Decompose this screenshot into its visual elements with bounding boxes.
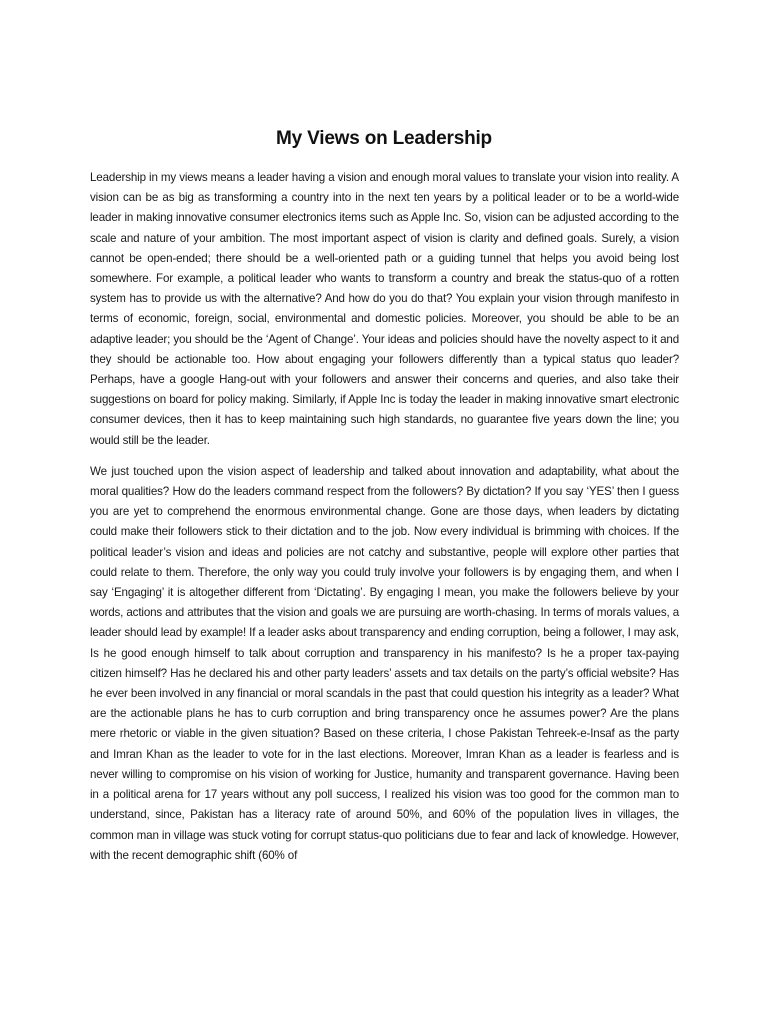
document-body: [90, 168, 679, 877]
document-title: My Views on Leadership: [276, 128, 492, 149]
paragraph-2: We just touched upon the vision aspect of leadership and talked about innovation and adaptability, what about the moral qualities? How do the leaders command respect from the followers? By dictation? If you say ‘YES’ then I guess you are yet to comprehend the enormous environmental change. Gone are those days, when leaders by dictating could make their followers stick to their dictation and to the job. Now every individual is brimming with choices. If the political leader’s vision and ideas and policies are not catchy and substantive, people will explore other parties that could relate to them. Therefore, the only way you could truly involve your followers is by engaging them, and when I say ‘Engaging’ it is altogether different from ‘Dictating’. By engaging I mean, you make the followers believe by your words, actions and attributes that the vision and goals we are pursuing are worth-chasing. In terms of morals values, a leader should lead by example! If a leader asks about transparency and ending corruption, being a follower, I may ask, Is he good enough himself to talk about corruption and transparency in his manifesto? Is he a proper tax-paying citizen himself? Has he declared his and other party leaders’ assets and tax details on the party’s official website? Has he ever been involved in any financial or moral scandals in the past that could question his integrity as a leader? What are the actionable plans he has to curb corruption and bring transparency once he assumes power? Are the plans mere rhetoric or viable in the given situation? Based on these criteria, I chose Pakistan Tehreek-e-Insaf as the party and Imran Khan as the leader to vote for in the last elections. Moreover, Imran Khan as a leader is fearless and is never willing to compromise on his vision of working for Justice, humanity and transparent governance. Having been in a political arena for 17 years without any poll success, I realized his vision was too good for the common man to understand, since, Pakistan has a literacy rate of around 50%, and 60% of the population lives in villages, the common man in village was stuck voting for corrupt status-quo politicians due to fear and lack of knowledge. However, with the recent demographic shift (60% of: [90, 464, 679, 862]
paragraph-1: Leadership in my views means a leader having a vision and enough moral values to translate your vision into reality. A vision can be as big as transforming a country into in the next ten years by a political leader or to be a world-wide leader in making innovative consumer electronics items such as Apple Inc. So, vision can be adjusted according to the scale and nature of your ambition. The most important aspect of vision is clarity and defined goals. Surely, a vision cannot be open-ended; there should be a well-oriented path or a guiding tunnel that helps you avoid being lost somewhere. For example, a political leader who wants to transform a country and break the status-quo of a rotten system has to provide us with the alternative? And how do you do that? You explain your vision through manifesto in terms of economic, foreign, social, environmental and domestic policies. Moreover, you should be able to be an adaptive leader; you should be the ‘Agent of Change’. Your ideas and policies should have the novelty aspect to it and they should be actionable too. How about engaging your followers differently than a typical status quo leader? Perhaps, have a google Hang-out with your followers and answer their concerns and queries, and also take their suggestions on board for policy making. Similarly, if Apple Inc is today the leader in making innovative smart electronic consumer devices, then it has to keep maintaining such high standards, no guarantee five years down the line; you would still be the leader.: [90, 171, 679, 447]
